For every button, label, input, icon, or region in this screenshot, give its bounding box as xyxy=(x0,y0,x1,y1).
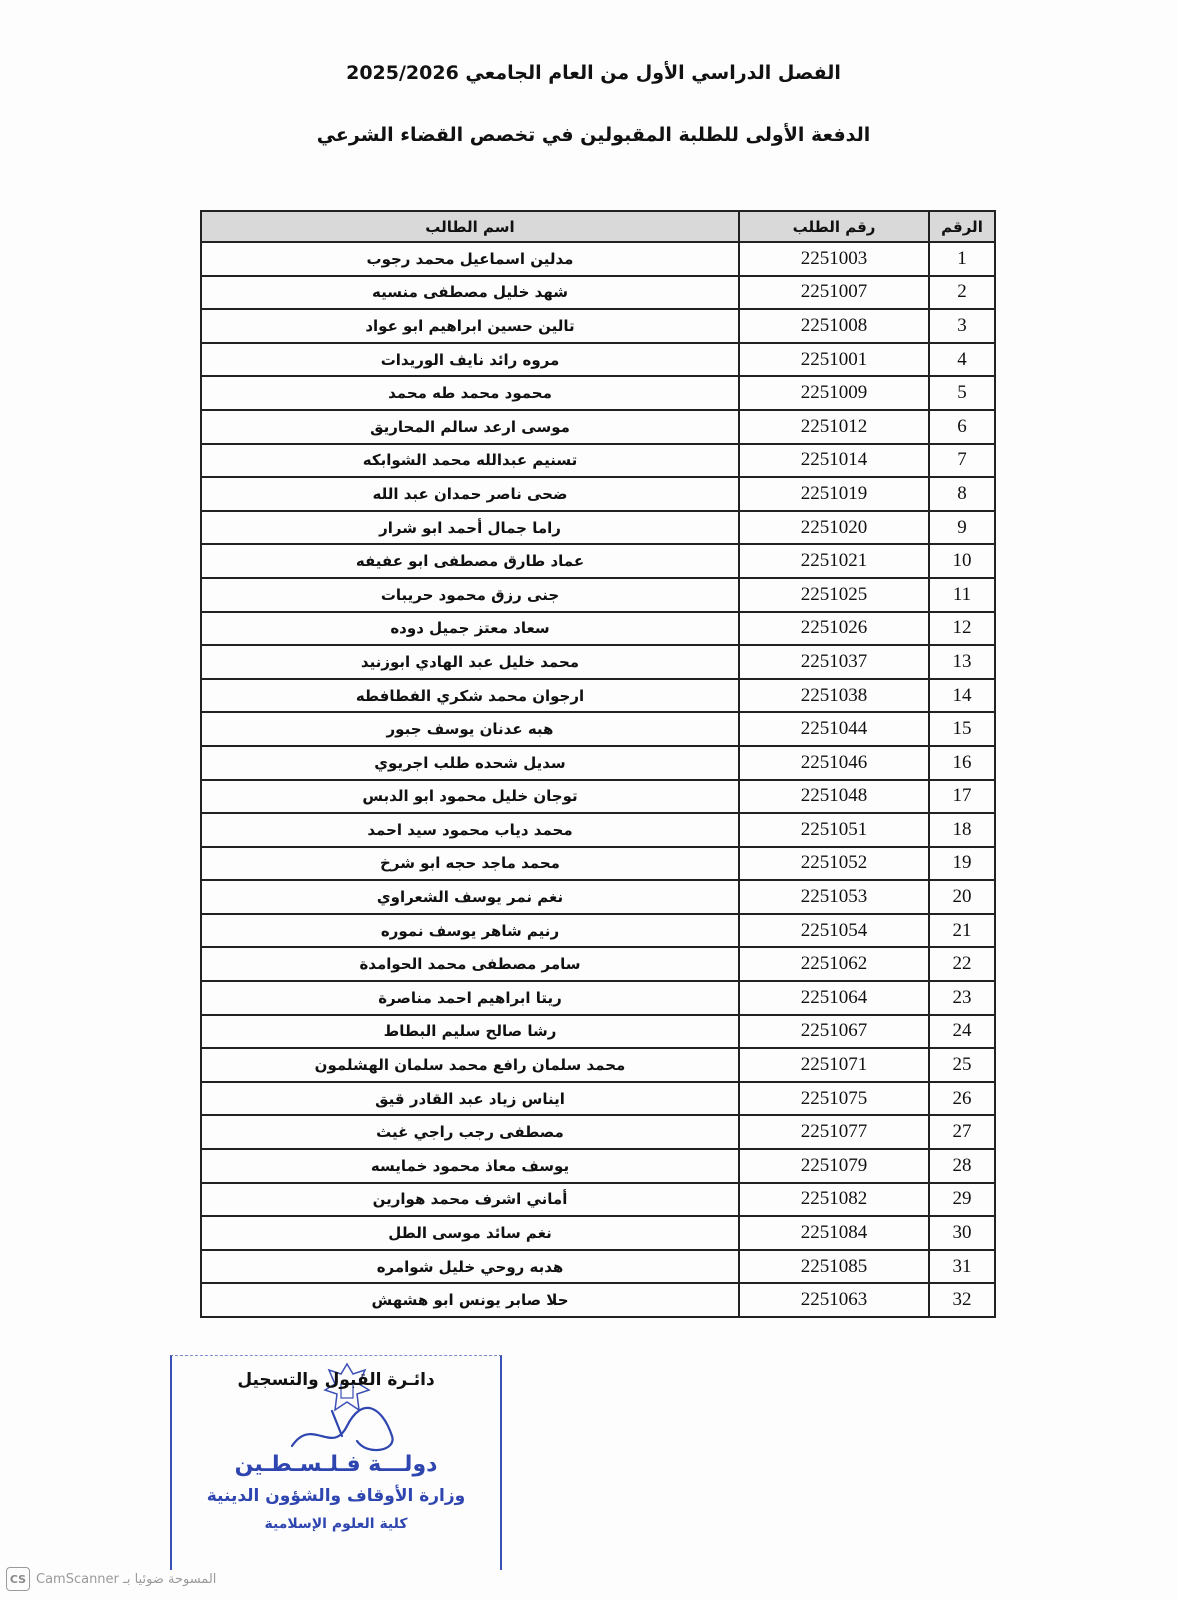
table-row xyxy=(201,242,995,276)
row-number: 13 xyxy=(929,645,995,679)
row-number: 32 xyxy=(929,1283,995,1317)
camscanner-logo-icon: CS xyxy=(6,1567,30,1591)
stamp-ministry-name: وزارة الأوقاف والشؤون الدينية xyxy=(206,1486,466,1506)
student-name: محمود محمد طه محمد xyxy=(201,376,739,410)
table-row xyxy=(201,914,995,948)
row-number: 9 xyxy=(929,511,995,545)
table-header-row xyxy=(201,211,995,242)
row-number: 31 xyxy=(929,1250,995,1284)
row-number: 16 xyxy=(929,746,995,780)
table-row xyxy=(201,1015,995,1049)
row-number: 1 xyxy=(929,242,995,276)
document-title-batch: الدفعة الأولى للطلبة المقبولين في تخصص القضاء الشرعي xyxy=(316,124,871,146)
table-row xyxy=(201,309,995,343)
column-header-application-id: رقم الطلب xyxy=(739,211,929,242)
table-row xyxy=(201,511,995,545)
stamp-college-name: كلية العلوم الإسلامية xyxy=(264,1516,408,1532)
student-name: رنيم شاهر يوسف نموره xyxy=(201,914,739,948)
table-row xyxy=(201,1283,995,1317)
row-number: 21 xyxy=(929,914,995,948)
row-number: 7 xyxy=(929,444,995,478)
row-number: 3 xyxy=(929,309,995,343)
table-row xyxy=(201,276,995,310)
student-name: عماد طارق مصطفى ابو عفيفه xyxy=(201,544,739,578)
student-name: ضحى ناصر حمدان عبد الله xyxy=(201,477,739,511)
student-name: محمد ماجد حجه ابو شرخ xyxy=(201,847,739,881)
camscanner-watermark xyxy=(6,1566,216,1592)
application-id: 2251025 xyxy=(739,578,929,612)
application-id: 2251009 xyxy=(739,376,929,410)
column-header-number: الرقم xyxy=(929,211,995,242)
student-name: مصطفى رجب راجي غيث xyxy=(201,1115,739,1149)
application-id: 2251048 xyxy=(739,780,929,814)
student-name: ارجوان محمد شكري الفطافطه xyxy=(201,679,739,713)
student-name: شهد خليل مصطفى منسيه xyxy=(201,276,739,310)
student-name: رشا صالح سليم البطاط xyxy=(201,1015,739,1049)
application-id: 2251044 xyxy=(739,712,929,746)
table-row xyxy=(201,1216,995,1250)
application-id: 2251082 xyxy=(739,1183,929,1217)
document-title-semester: الفصل الدراسي الأول من العام الجامعي 2025/2026 xyxy=(346,62,841,84)
application-id: 2251052 xyxy=(739,847,929,881)
table-row xyxy=(201,1149,995,1183)
student-name: ريتا ابراهيم احمد مناصرة xyxy=(201,981,739,1015)
student-name: راما جمال أحمد ابو شرار xyxy=(201,511,739,545)
official-stamp xyxy=(170,1355,502,1570)
application-id: 2251063 xyxy=(739,1283,929,1317)
table-row xyxy=(201,1183,995,1217)
row-number: 2 xyxy=(929,276,995,310)
application-id: 2251046 xyxy=(739,746,929,780)
row-number: 28 xyxy=(929,1149,995,1183)
student-name: حلا صابر يونس ابو هشهش xyxy=(201,1283,739,1317)
row-number: 15 xyxy=(929,712,995,746)
student-name: جنى رزق محمود حريبات xyxy=(201,578,739,612)
student-name: يوسف معاذ محمود خمايسه xyxy=(201,1149,739,1183)
student-name: هدبه روحي خليل شوامره xyxy=(201,1250,739,1284)
student-name: توجان خليل محمود ابو الدبس xyxy=(201,780,739,814)
row-number: 5 xyxy=(929,376,995,410)
student-name: محمد خليل عبد الهادي ابوزنيد xyxy=(201,645,739,679)
row-number: 12 xyxy=(929,612,995,646)
application-id: 2251012 xyxy=(739,410,929,444)
application-id: 2251001 xyxy=(739,343,929,377)
application-id: 2251026 xyxy=(739,612,929,646)
student-name: نغم نمر يوسف الشعراوي xyxy=(201,880,739,914)
application-id: 2251053 xyxy=(739,880,929,914)
table-row xyxy=(201,1115,995,1149)
row-number: 24 xyxy=(929,1015,995,1049)
student-name: تسنيم عبدالله محمد الشوابكه xyxy=(201,444,739,478)
row-number: 30 xyxy=(929,1216,995,1250)
application-id: 2251062 xyxy=(739,947,929,981)
table-row xyxy=(201,444,995,478)
application-id: 2251084 xyxy=(739,1216,929,1250)
row-number: 23 xyxy=(929,981,995,1015)
row-number: 17 xyxy=(929,780,995,814)
student-name: سعاد معتز جميل دوده xyxy=(201,612,739,646)
application-id: 2251008 xyxy=(739,309,929,343)
application-id: 2251085 xyxy=(739,1250,929,1284)
student-name: مروه رائد نايف الوريدات xyxy=(201,343,739,377)
table-row xyxy=(201,679,995,713)
application-id: 2251075 xyxy=(739,1082,929,1116)
stamp-state-name: دولـــة فـلـسـطـين xyxy=(234,1452,438,1477)
student-name: سديل شحده طلب اجريوي xyxy=(201,746,739,780)
application-id: 2251071 xyxy=(739,1048,929,1082)
table-row xyxy=(201,813,995,847)
row-number: 19 xyxy=(929,847,995,881)
row-number: 14 xyxy=(929,679,995,713)
table-row xyxy=(201,578,995,612)
application-id: 2251019 xyxy=(739,477,929,511)
table-row xyxy=(201,1250,995,1284)
row-number: 10 xyxy=(929,544,995,578)
table-row xyxy=(201,477,995,511)
student-name: ايناس زياد عبد القادر قيق xyxy=(201,1082,739,1116)
application-id: 2251051 xyxy=(739,813,929,847)
student-name: محمد دياب محمود سيد احمد xyxy=(201,813,739,847)
row-number: 20 xyxy=(929,880,995,914)
table-row xyxy=(201,544,995,578)
application-id: 2251021 xyxy=(739,544,929,578)
stamp-department-label: دائـرة القبول والتسجيل xyxy=(237,1370,435,1390)
application-id: 2251037 xyxy=(739,645,929,679)
student-name: نغم سائد موسى الطل xyxy=(201,1216,739,1250)
application-id: 2251067 xyxy=(739,1015,929,1049)
table-row xyxy=(201,1082,995,1116)
table-row xyxy=(201,880,995,914)
table-row xyxy=(201,376,995,410)
application-id: 2251054 xyxy=(739,914,929,948)
accepted-students-table xyxy=(200,210,996,1318)
row-number: 18 xyxy=(929,813,995,847)
table-body xyxy=(201,242,995,1317)
row-number: 4 xyxy=(929,343,995,377)
table-row xyxy=(201,1048,995,1082)
row-number: 29 xyxy=(929,1183,995,1217)
camscanner-label: المسوحة ضوئيا بـ CamScanner xyxy=(36,1571,217,1587)
student-name: سامر مصطفى محمد الحوامدة xyxy=(201,947,739,981)
table-row xyxy=(201,343,995,377)
student-name: موسى ارعد سالم المحاريق xyxy=(201,410,739,444)
table-row xyxy=(201,847,995,881)
row-number: 8 xyxy=(929,477,995,511)
row-number: 22 xyxy=(929,947,995,981)
row-number: 6 xyxy=(929,410,995,444)
student-name: تالين حسين ابراهيم ابو عواد xyxy=(201,309,739,343)
application-id: 2251014 xyxy=(739,444,929,478)
row-number: 26 xyxy=(929,1082,995,1116)
application-id: 2251077 xyxy=(739,1115,929,1149)
student-name: مدلين اسماعيل محمد رجوب xyxy=(201,242,739,276)
student-name: محمد سلمان رافع محمد سلمان الهشلمون xyxy=(201,1048,739,1082)
table-row xyxy=(201,712,995,746)
row-number: 25 xyxy=(929,1048,995,1082)
table-row xyxy=(201,981,995,1015)
table-row xyxy=(201,947,995,981)
table-row xyxy=(201,645,995,679)
student-name: أماني اشرف محمد هوارين xyxy=(201,1183,739,1217)
row-number: 11 xyxy=(929,578,995,612)
application-id: 2251003 xyxy=(739,242,929,276)
table-row xyxy=(201,780,995,814)
application-id: 2251020 xyxy=(739,511,929,545)
column-header-student-name: اسم الطالب xyxy=(201,211,739,242)
application-id: 2251079 xyxy=(739,1149,929,1183)
table-row xyxy=(201,612,995,646)
table-row xyxy=(201,746,995,780)
student-name: هبه عدنان يوسف جبور xyxy=(201,712,739,746)
row-number: 27 xyxy=(929,1115,995,1149)
application-id: 2251064 xyxy=(739,981,929,1015)
application-id: 2251038 xyxy=(739,679,929,713)
table-row xyxy=(201,410,995,444)
application-id: 2251007 xyxy=(739,276,929,310)
